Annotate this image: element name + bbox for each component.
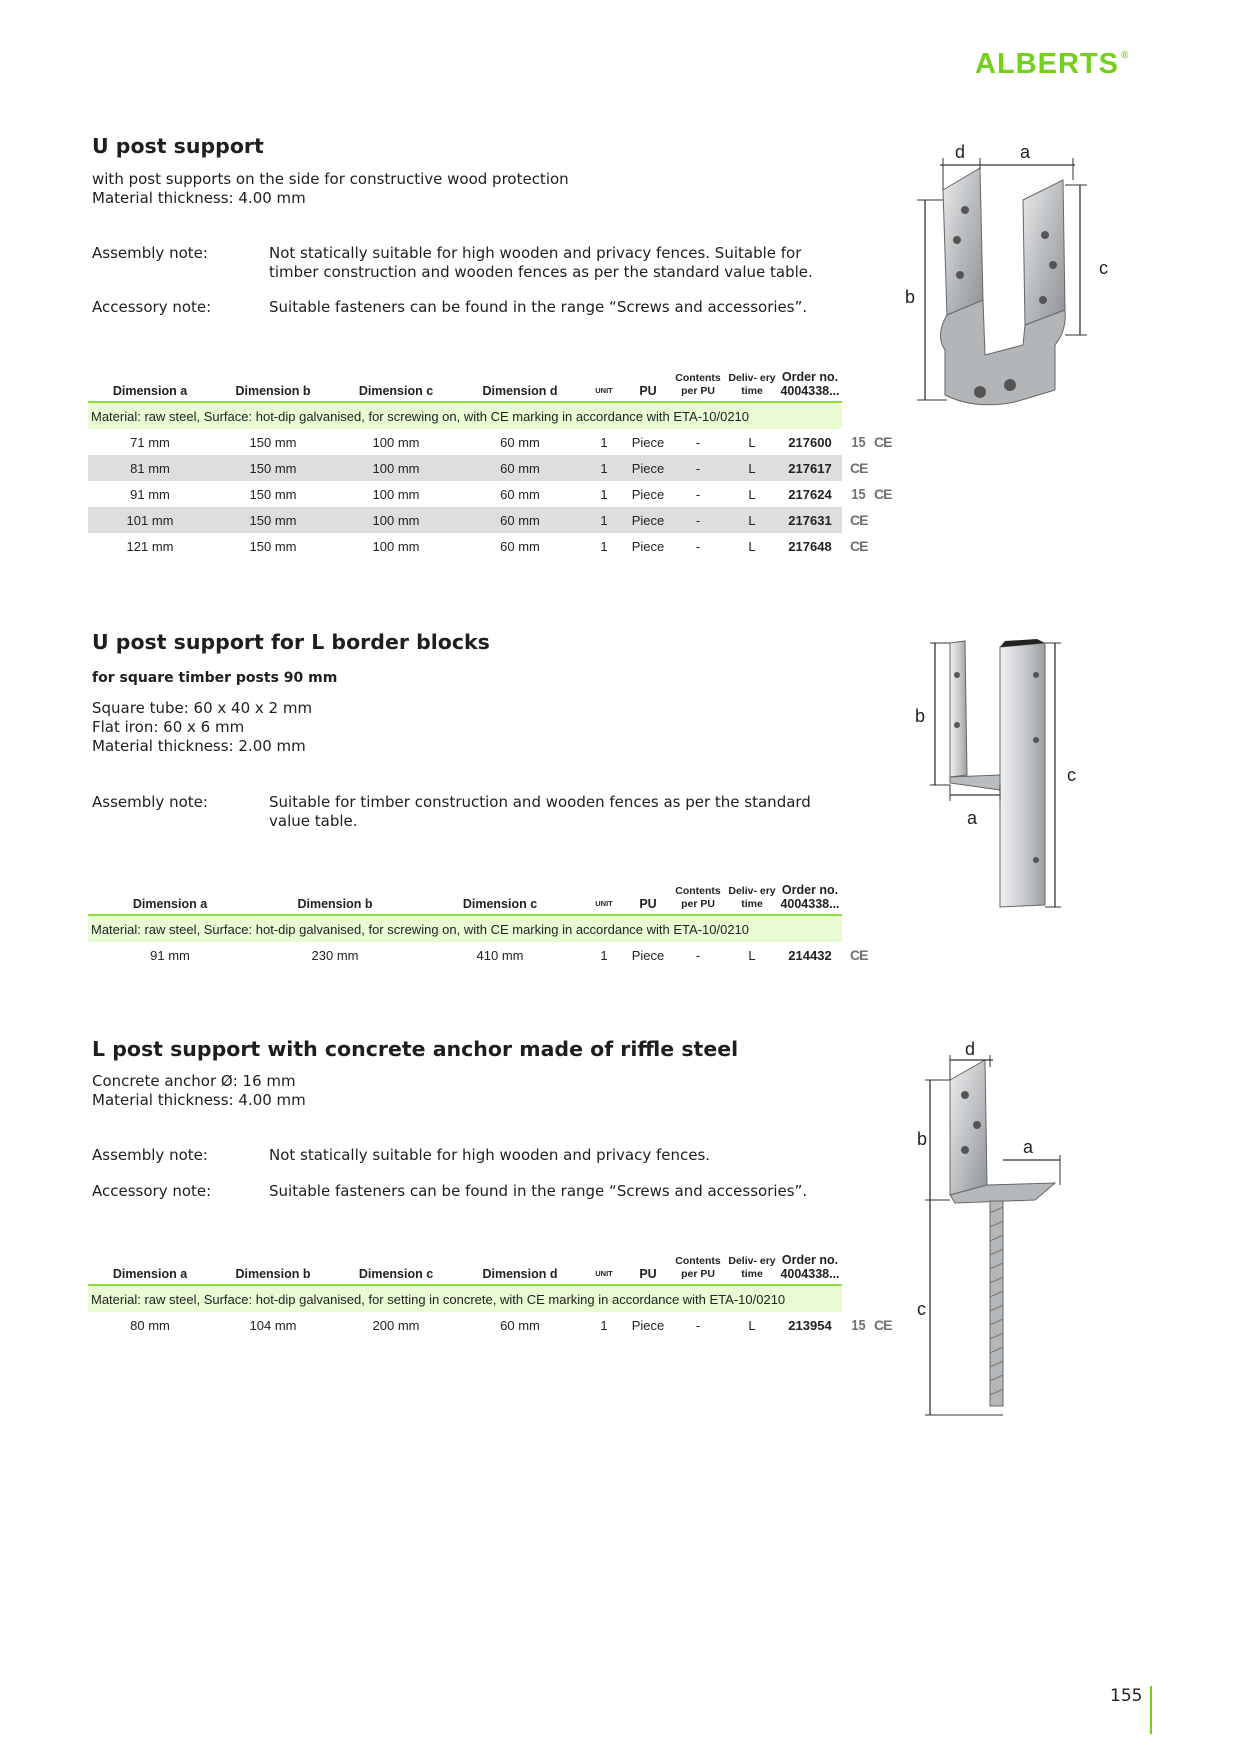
cell: 1 — [600, 947, 608, 963]
section-description — [92, 170, 852, 208]
cell: 91 mm — [130, 486, 170, 502]
cell: L — [726, 455, 778, 481]
header-dimension-a: Dimension a — [88, 1245, 212, 1285]
table-row — [88, 481, 902, 507]
header-order-no: Order no. 4004338... — [778, 1245, 842, 1285]
section-subtitle: for square timber posts 90 mm — [92, 670, 338, 686]
note-label: Assembly note: — [92, 244, 208, 262]
warranty-15-icon: 15 — [851, 1316, 866, 1334]
table-row — [88, 455, 902, 481]
header-dimension-a: Dimension a — [88, 362, 212, 402]
cell: 200 mm — [372, 1317, 420, 1333]
cell: L — [748, 538, 756, 554]
note-label: Accessory note: — [92, 298, 212, 316]
cell: - — [670, 455, 726, 481]
table-row — [88, 1312, 902, 1338]
cell: 100 mm — [372, 538, 420, 554]
order-number: 214432 — [788, 947, 832, 963]
table-row — [88, 507, 902, 533]
registered-mark: ® — [1120, 50, 1130, 62]
cell: L — [748, 947, 756, 963]
page-number-bar — [1150, 1686, 1152, 1734]
diagram-label-a: a — [1023, 1137, 1034, 1157]
header-delivery: Deliv- ery time — [726, 875, 778, 915]
note-label: Assembly note: — [92, 793, 208, 811]
cell: 101 mm — [88, 507, 212, 533]
cell: 80 mm — [130, 1317, 170, 1333]
section-title: L post support with concrete anchor made of riffle steel — [92, 1037, 739, 1061]
cell: Piece — [631, 538, 665, 554]
header-order-no: Order no. 4004338... — [778, 875, 842, 915]
cell: Piece — [631, 947, 665, 963]
cell: 60 mm — [500, 538, 540, 554]
cell: Piece — [631, 434, 665, 450]
cell: 81 mm — [88, 455, 212, 481]
header-delivery: Deliv- ery time — [726, 362, 778, 402]
note-text: Suitable fasteners can be found in the range “Screws and accessories”. — [269, 298, 808, 316]
diagram-label-b: b — [915, 706, 926, 726]
brand-logo — [975, 48, 1129, 81]
cell: 100 mm — [334, 507, 458, 533]
cell: 60 mm — [500, 434, 540, 450]
cell: Piece — [626, 507, 670, 533]
cert-marks — [842, 481, 902, 507]
material-row: Material: raw steel, Surface: hot-dip galvanised, for screwing on, with CE marking in accordance with ETA-10/0210 — [88, 915, 842, 942]
product-table — [88, 1245, 902, 1338]
diagram-label-a: a — [1020, 142, 1031, 162]
cell: 121 mm — [126, 538, 174, 554]
ce-mark-icon: CE — [850, 460, 868, 476]
description-line: Square tube: 60 x 40 x 2 mm — [92, 699, 313, 717]
table-row — [88, 942, 902, 968]
note-label: Assembly note: — [92, 1146, 208, 1164]
cell: - — [695, 947, 701, 963]
order-number: 217624 — [788, 486, 832, 502]
section-description — [92, 669, 852, 756]
header-contents: Contents per PU — [670, 362, 726, 402]
header-unit: UNIT — [582, 362, 626, 402]
ce-mark-icon: CE — [874, 433, 892, 450]
cell: 1 — [600, 434, 608, 450]
note-label: Accessory note: — [92, 1182, 212, 1200]
cell: Piece — [631, 486, 665, 502]
order-number: 217617 — [778, 455, 842, 481]
ce-mark-icon: CE — [850, 947, 868, 963]
cell: - — [695, 1317, 701, 1333]
description-line: with post supports on the side for constructive wood protection — [92, 170, 569, 188]
diagram-label-b: b — [917, 1129, 928, 1149]
cell: - — [695, 486, 701, 502]
cell: 104 mm — [249, 1317, 297, 1333]
cell: Piece — [626, 455, 670, 481]
header-dimension-c: Dimension c — [418, 875, 582, 915]
note-text: Not statically suitable for high wooden and privacy fences. Suitable for timber construction and wooden fences as per the standard value table. — [269, 244, 813, 281]
cell: 1 — [582, 507, 626, 533]
ce-mark-icon: CE — [874, 485, 892, 502]
header-unit: UNIT — [582, 1245, 626, 1285]
cert-marks — [842, 507, 902, 533]
cell: 1 — [600, 538, 608, 554]
cell: L — [748, 434, 756, 450]
header-pu: PU — [626, 875, 670, 915]
cell: 91 mm — [150, 947, 190, 963]
brand-name: ALBERTS — [975, 48, 1119, 80]
ce-mark-icon: CE — [874, 1316, 892, 1333]
ce-mark-icon: CE — [850, 512, 868, 528]
cell: 60 mm — [500, 486, 540, 502]
cell: 1 — [582, 455, 626, 481]
cell: 150 mm — [249, 486, 297, 502]
section-title: U post support for L border blocks — [92, 630, 490, 654]
header-contents: Contents per PU — [670, 875, 726, 915]
cell: L — [748, 1317, 756, 1333]
order-number: 213954 — [788, 1317, 832, 1333]
cell: Piece — [631, 1317, 665, 1333]
cell: 60 mm — [458, 455, 582, 481]
l-anchor-support-diagram — [905, 1035, 1085, 1425]
cell: - — [670, 507, 726, 533]
header-dimension-d: Dimension d — [458, 362, 582, 402]
cell: 100 mm — [372, 486, 420, 502]
cert-marks — [842, 1312, 902, 1338]
header-unit: UNIT — [582, 875, 626, 915]
order-number: 217631 — [778, 507, 842, 533]
cert-marks — [842, 429, 902, 455]
cell: 100 mm — [334, 455, 458, 481]
ce-mark-icon: CE — [850, 538, 868, 554]
cell: 150 mm — [212, 455, 334, 481]
cell: L — [726, 507, 778, 533]
cell: 150 mm — [249, 434, 297, 450]
diagram-label-c: c — [1067, 765, 1076, 785]
cert-marks — [842, 533, 902, 559]
cell: 100 mm — [372, 434, 420, 450]
header-dimension-c: Dimension c — [334, 1245, 458, 1285]
section-description — [92, 1072, 852, 1110]
diagram-label-c: c — [1099, 258, 1108, 278]
diagram-label-d: d — [955, 142, 966, 162]
material-row: Material: raw steel, Surface: hot-dip galvanised, for setting in concrete, with CE marking in accordance with ETA-10/0210 — [88, 1285, 842, 1312]
description-line: Material thickness: 2.00 mm — [92, 737, 306, 755]
cell: 60 mm — [500, 1317, 540, 1333]
l-border-support-diagram — [905, 635, 1105, 925]
warranty-15-icon: 15 — [851, 433, 866, 451]
header-pu: PU — [626, 362, 670, 402]
order-number: 217648 — [788, 538, 832, 554]
section-title: U post support — [92, 134, 264, 158]
cell: 60 mm — [458, 507, 582, 533]
cell: 71 mm — [130, 434, 170, 450]
description-line: Material thickness: 4.00 mm — [92, 189, 306, 207]
note-text: Not statically suitable for high wooden and privacy fences. — [269, 1146, 711, 1164]
cell: - — [695, 538, 701, 554]
cert-marks — [842, 455, 902, 481]
cell: 150 mm — [212, 507, 334, 533]
description-line: Concrete anchor Ø: 16 mm — [92, 1072, 296, 1090]
header-dimension-c: Dimension c — [334, 362, 458, 402]
diagram-label-a: a — [967, 808, 978, 828]
header-order-no: Order no. 4004338... — [778, 362, 842, 402]
order-number: 217600 — [788, 434, 832, 450]
header-dimension-b: Dimension b — [212, 1245, 334, 1285]
cell: 230 mm — [311, 947, 359, 963]
table-row — [88, 533, 902, 559]
product-table — [88, 362, 902, 559]
note-text: Suitable for timber construction and wooden fences as per the standard value table. — [269, 793, 811, 830]
page-number: 155 — [1110, 1686, 1143, 1706]
cell: - — [695, 434, 701, 450]
diagram-label-d: d — [965, 1039, 976, 1059]
u-post-support-diagram — [905, 140, 1135, 420]
header-dimension-b: Dimension b — [252, 875, 418, 915]
header-delivery: Deliv- ery time — [726, 1245, 778, 1285]
header-contents: Contents per PU — [670, 1245, 726, 1285]
cell: 410 mm — [476, 947, 524, 963]
material-row: Material: raw steel, Surface: hot-dip galvanised, for screwing on, with CE marking in accordance with ETA-10/0210 — [88, 402, 842, 429]
description-line: Material thickness: 4.00 mm — [92, 1091, 306, 1109]
table-row — [88, 429, 902, 455]
header-pu: PU — [626, 1245, 670, 1285]
description-line: Flat iron: 60 x 6 mm — [92, 718, 245, 736]
cell: 1 — [600, 1317, 608, 1333]
diagram-label-c: c — [917, 1299, 926, 1319]
diagram-label-b: b — [905, 287, 916, 307]
cell: 150 mm — [249, 538, 297, 554]
warranty-15-icon: 15 — [851, 485, 866, 503]
cell: 1 — [600, 486, 608, 502]
product-table — [88, 875, 902, 968]
cell: L — [748, 486, 756, 502]
header-dimension-a: Dimension a — [88, 875, 252, 915]
note-text: Suitable fasteners can be found in the range “Screws and accessories”. — [269, 1182, 808, 1200]
header-dimension-d: Dimension d — [458, 1245, 582, 1285]
cert-marks — [842, 942, 902, 968]
header-dimension-b: Dimension b — [212, 362, 334, 402]
